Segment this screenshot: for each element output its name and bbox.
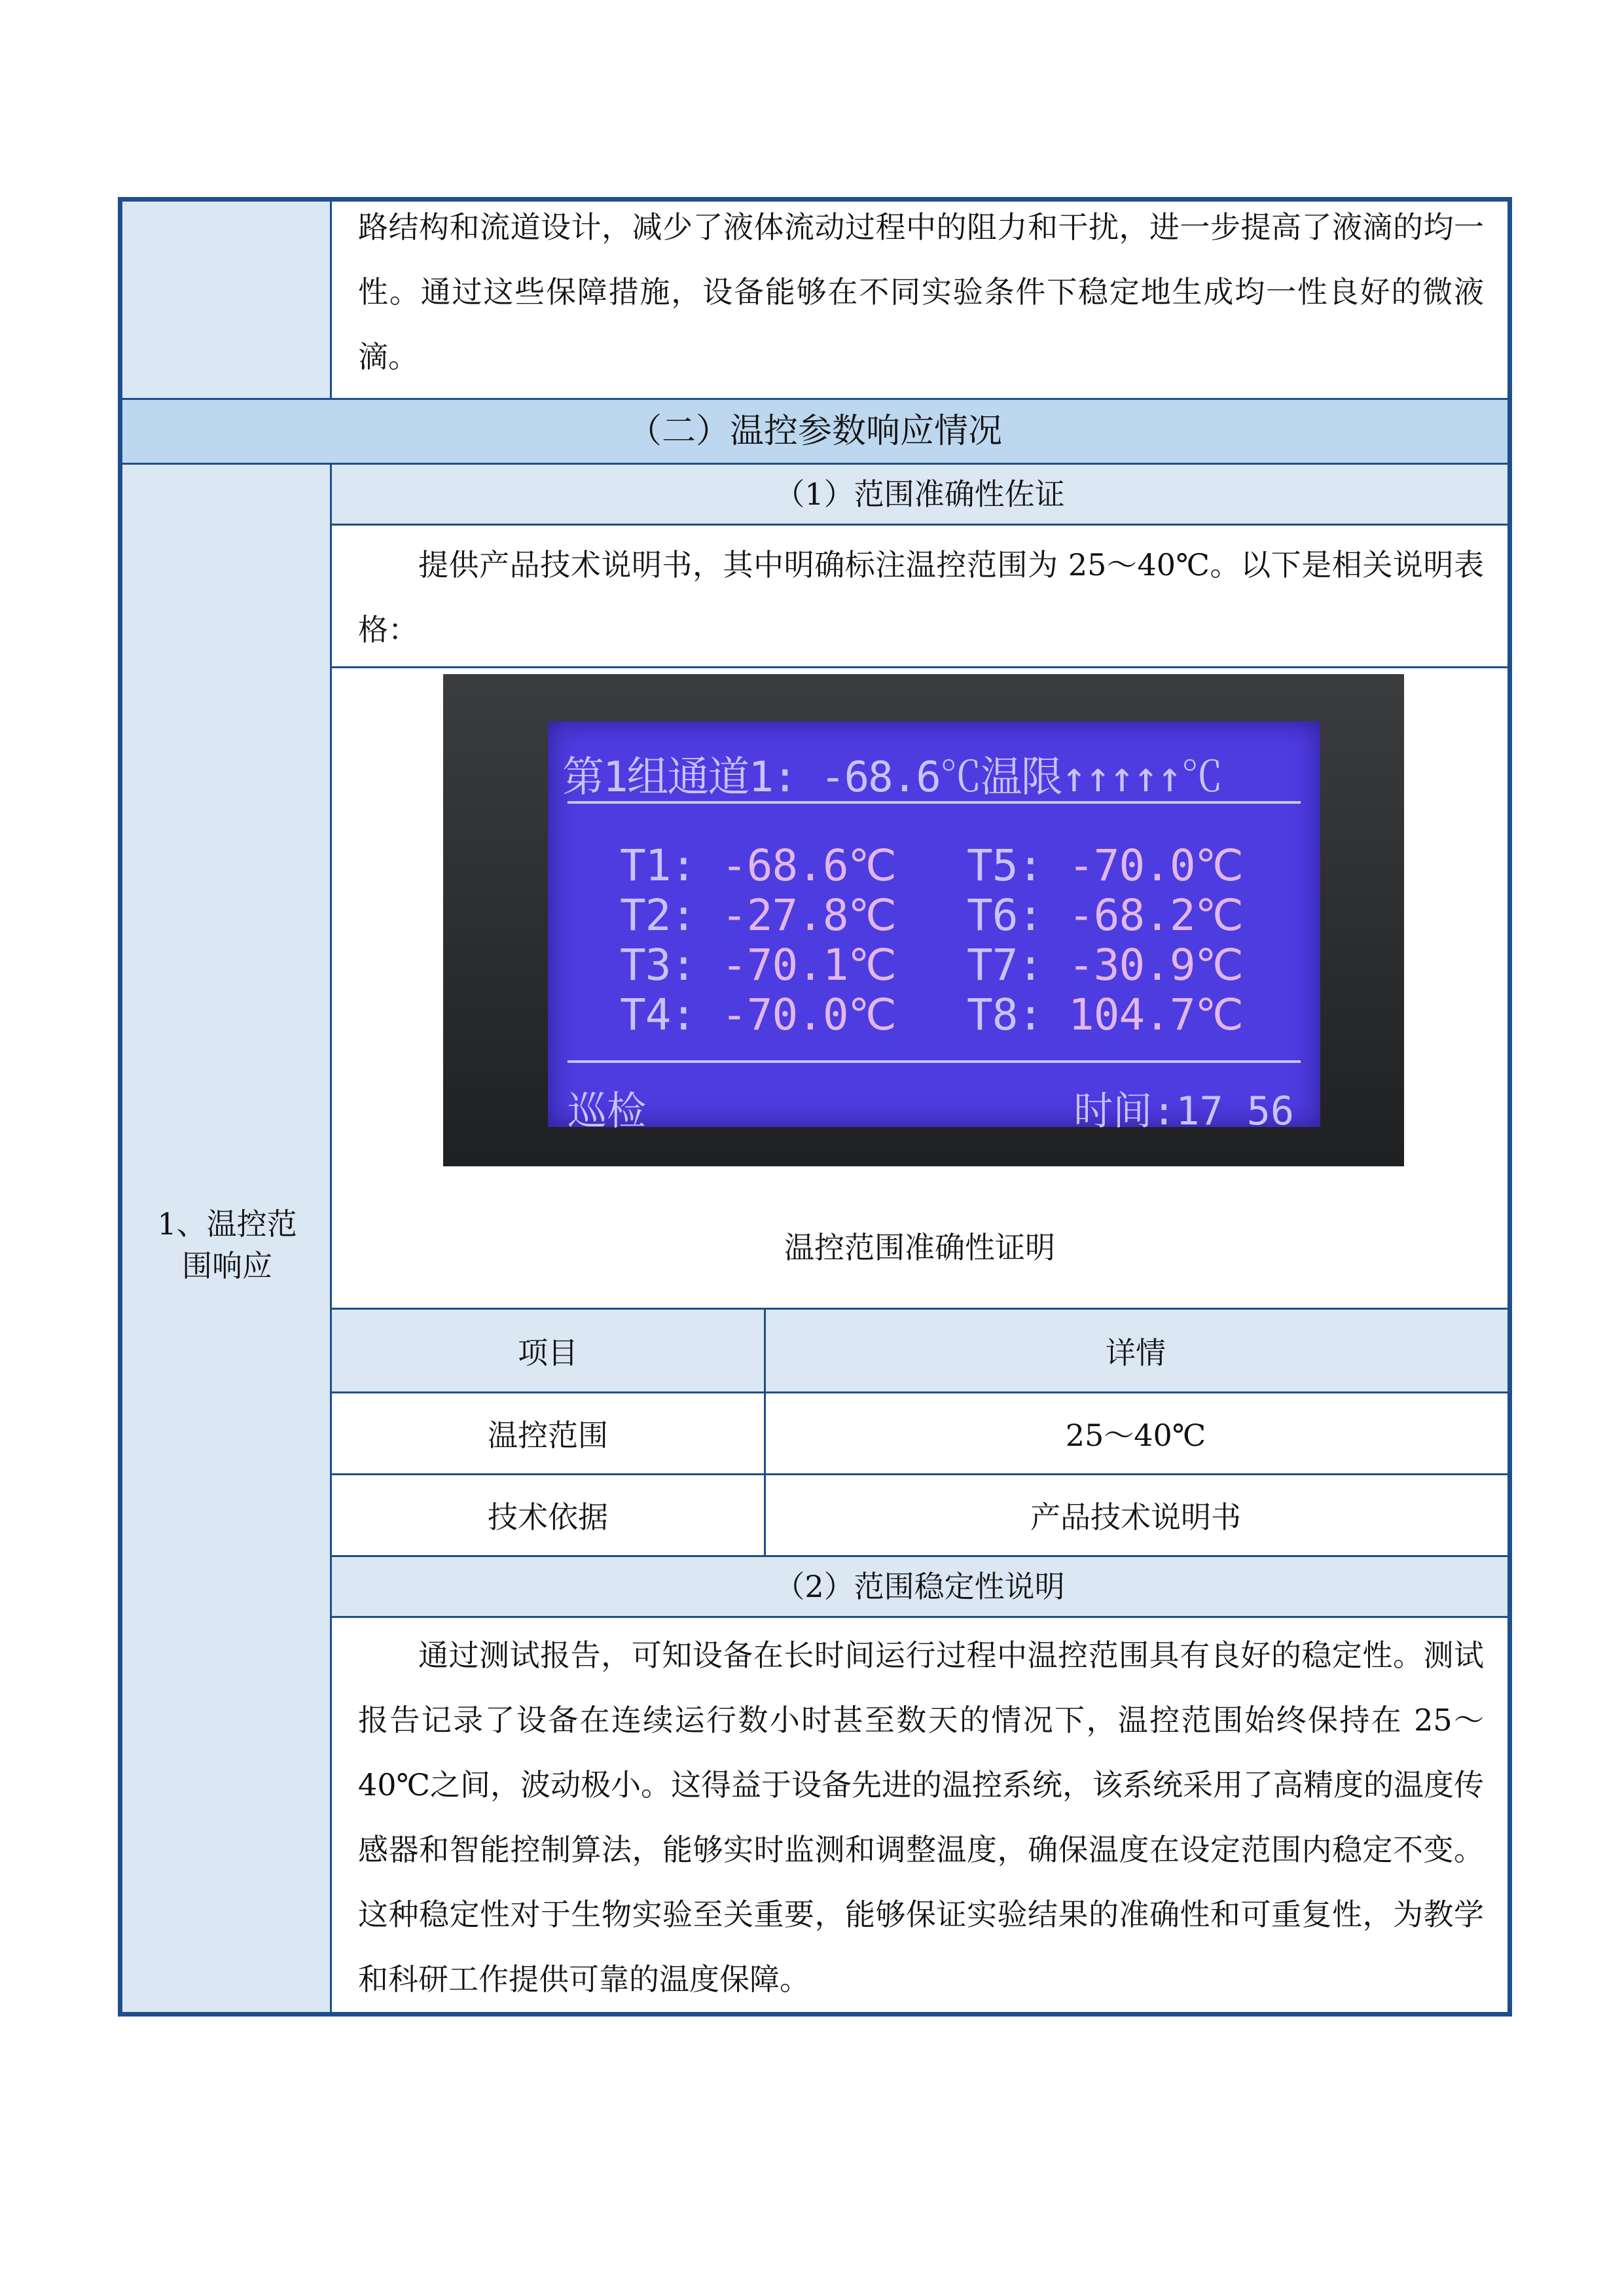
lcd-reading-t3: T3: -70.1℃ — [620, 940, 896, 990]
lcd-reading-t7: T7: -30.9℃ — [967, 940, 1243, 990]
table-cell-item: 技术依据 — [488, 1499, 608, 1535]
subtitle-1: （1）范围准确性佐证 — [774, 476, 1065, 512]
table-cell-detail: 25～40℃ — [1065, 1418, 1206, 1453]
left-label-line2: 围响应 — [182, 1248, 272, 1283]
lcd-divider — [568, 1060, 1301, 1063]
image-caption: 温控范围准确性证明 — [784, 1230, 1055, 1265]
lcd-reading-t4: T4: -70.0℃ — [620, 990, 896, 1040]
sub2-paragraph: 通过测试报告，可知设备在长时间运行过程中温控范围具有良好的稳定性。测试报告记录了设备在连续运行数小时甚至数天的情况下，温控范围始终保持在 25～40℃之间，波动极小。这得益于设备先进的温控系统，该系统采用了高精度的温度传感器和智能控制算法，能够实时监测和调整温度，确保温度在设定范围内稳定不变。这种稳定性对于生物实验至关重要，能够保证实验结果的准确性和可重复性，为教学和科研工作提供可靠的温度保障。 — [358, 1638, 1484, 1997]
lcd-footer-time: 时间:17 56 — [1074, 1088, 1294, 1134]
left-column-top — [122, 202, 332, 398]
subtitle-2: （2）范围稳定性说明 — [774, 1569, 1065, 1604]
left-row-label — [122, 1203, 332, 1287]
lcd-reading-t6: T6: -68.2℃ — [967, 890, 1243, 941]
lcd-reading-t5: T5: -70.0℃ — [967, 840, 1243, 891]
section-heading: （二）温控参数响应情况 — [122, 400, 1507, 463]
lcd-divider — [568, 801, 1301, 804]
lcd-photo — [443, 674, 1404, 1166]
lcd-footer-mode: 巡检 — [568, 1088, 646, 1134]
lcd-screen — [548, 721, 1320, 1134]
lcd-reading-t1: T1: -68.6℃ — [620, 840, 896, 891]
table-header-row — [332, 1310, 1507, 1391]
lcd-reading-t8: T8: 104.7℃ — [967, 990, 1243, 1040]
table-header-item: 项目 — [518, 1335, 578, 1371]
divider — [332, 1616, 1507, 1618]
document-table-frame — [118, 197, 1512, 2017]
left-label-line1: 1、温控范 — [157, 1206, 297, 1242]
lcd-header: 第1组通道1: -68.6℃温限↑↑↑↑↑℃ — [562, 753, 1222, 802]
intro-paragraph: 路结构和流道设计，减少了液体流动过程中的阻力和干扰，进一步提高了液滴的均一性。通过这些保障措施，设备能够在不同实验条件下稳定地生成均一性良好的微液滴。 — [358, 209, 1484, 374]
divider — [332, 524, 1507, 526]
sub1-paragraph: 提供产品技术说明书，其中明确标注温控范围为 25～40℃。以下是相关说明表格： — [358, 547, 1484, 647]
table-row — [332, 1475, 1507, 1555]
table-header-detail: 详情 — [1106, 1335, 1166, 1371]
table-row — [332, 1393, 1507, 1473]
table-cell-detail: 产品技术说明书 — [1030, 1499, 1241, 1535]
divider — [332, 666, 1507, 668]
spec-table — [332, 1310, 1507, 1583]
table-column-divider — [764, 1310, 766, 1555]
table-cell-item: 温控范围 — [488, 1418, 608, 1453]
lcd-reading-t2: T2: -27.8℃ — [620, 890, 896, 941]
